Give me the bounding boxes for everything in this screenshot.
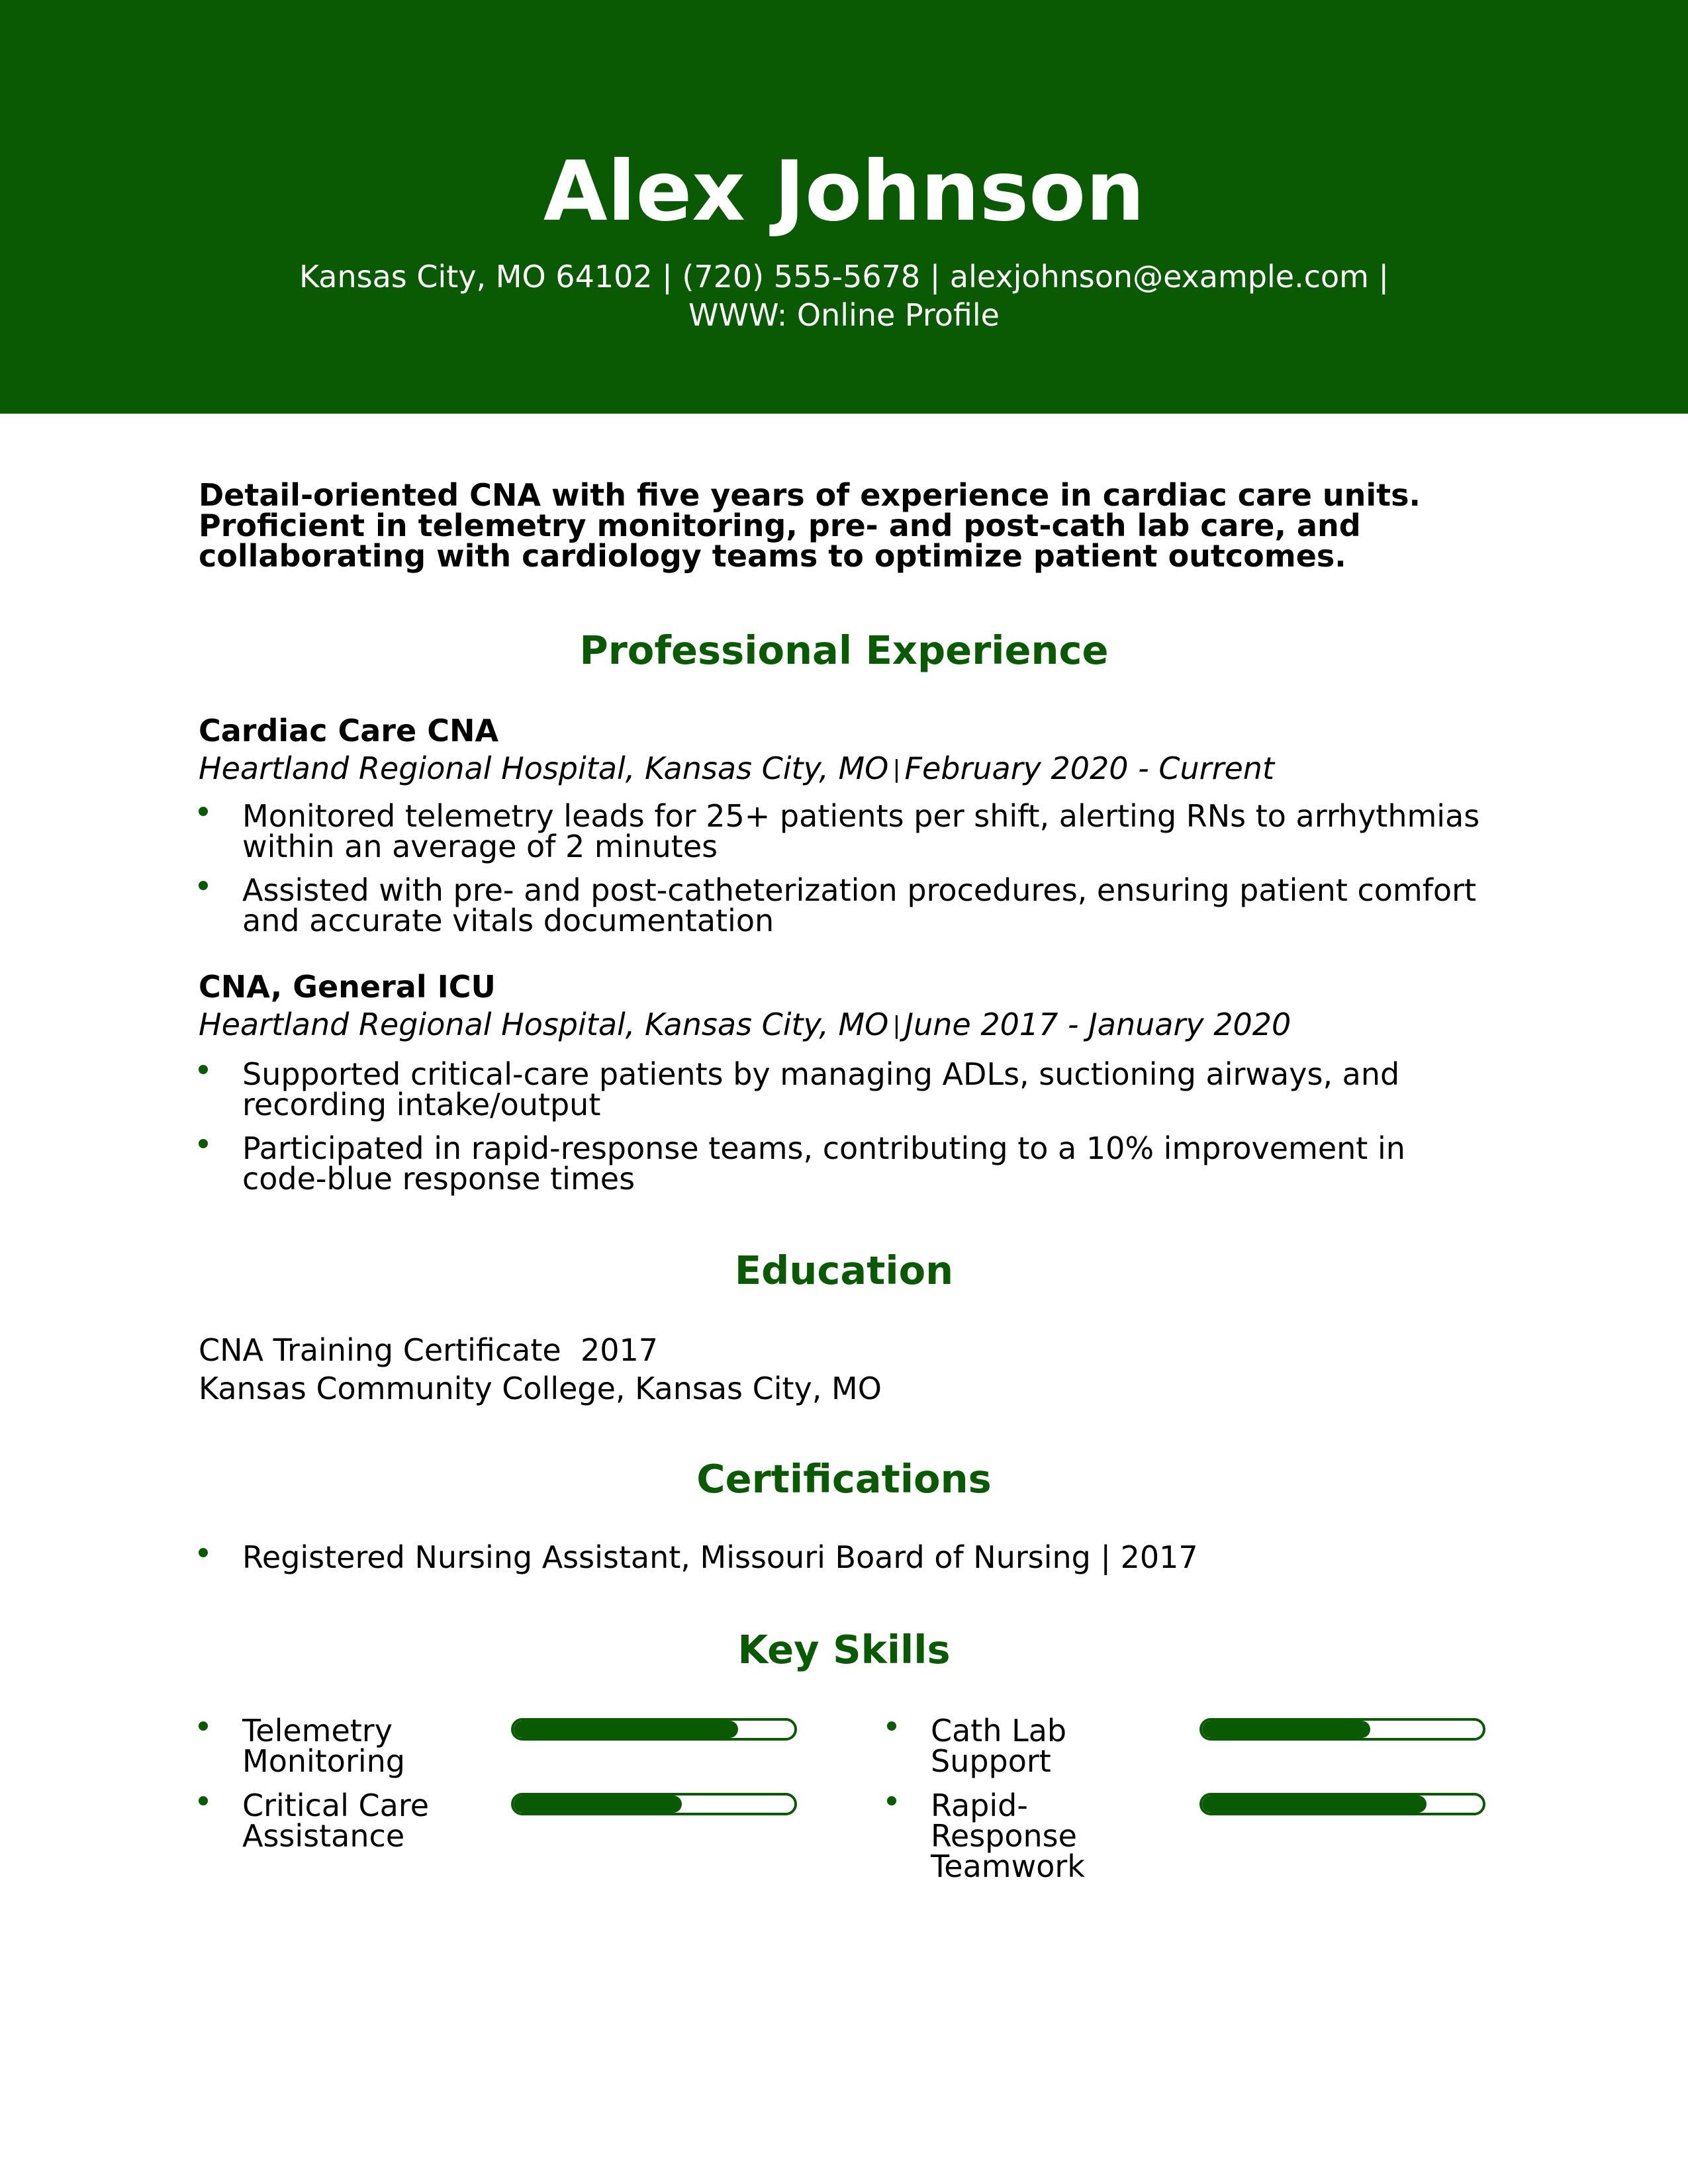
section-title-education: Education: [734, 1248, 954, 1293]
resume-header: [0, 0, 1688, 414]
bullet-icon: [199, 881, 208, 890]
job-title: Cardiac Care CNA: [199, 713, 499, 749]
skill-level-fill: [514, 1796, 682, 1813]
list-item: Supported critical-care patients by managing ADLs, suctioning airways, and recording intake/output: [199, 1059, 1489, 1120]
bullet-icon: [199, 1721, 208, 1731]
section-title-certifications: Certifications: [696, 1456, 992, 1502]
contact-info: [0, 257, 1688, 334]
skill-level-bar: [511, 1718, 797, 1741]
job-employer-dates: [199, 750, 1274, 788]
bullet-icon: [199, 1139, 208, 1148]
education-year: 2017: [580, 1332, 659, 1368]
bullet-icon: [199, 1796, 208, 1805]
skill-name: Critical Care Assistance: [242, 1788, 430, 1854]
list-item: Monitored telemetry leads for 25+ patients per shift, alerting RNs to arrhythmias within an average of 2 minutes: [199, 801, 1489, 862]
section-title-experience: Professional Experience: [579, 627, 1109, 673]
education-degree-name: CNA Training Certificate: [199, 1332, 561, 1368]
bullet-icon: [199, 1065, 208, 1074]
education-degree: [199, 1331, 658, 1369]
skill-item: [199, 1790, 834, 1889]
candidate-name: Alex Johnson: [543, 144, 1145, 240]
job-dates: June 2017 - January 2020: [904, 1007, 1291, 1042]
section-title-skills: Key Skills: [737, 1627, 951, 1672]
skill-level-bar: [1199, 1793, 1485, 1815]
job-dates: February 2020 - Current: [904, 751, 1274, 786]
job-employer: Heartland Regional Hospital, Kansas City, MO: [199, 751, 889, 786]
certification-list: [199, 1539, 1489, 1586]
bullet-icon: [199, 807, 208, 816]
skill-item: [887, 1790, 1523, 1889]
skill-level-fill: [514, 1721, 738, 1738]
job-employer: Heartland Regional Hospital, Kansas City, MO: [199, 1007, 889, 1042]
skill-level-fill: [1202, 1721, 1370, 1738]
education-school: Kansas Community College, Kansas City, MO: [199, 1371, 882, 1406]
skill-name: Cath Lab Support: [931, 1713, 1067, 1779]
bullet-icon: [887, 1721, 896, 1731]
contact-line-address-phone-email: Kansas City, MO 64102 | (720) 555-5678 | alexjohnson@example.com |: [299, 259, 1389, 295]
skill-name: Rapid-Response Teamwork: [931, 1788, 1085, 1884]
job-separator: |: [892, 1012, 901, 1039]
list-item: Registered Nursing Assistant, Missouri Board of Nursing | 2017: [199, 1542, 1489, 1572]
job-employer-dates: [199, 1006, 1291, 1044]
job-bullets: [199, 798, 1489, 949]
professional-summary: Detail-oriented CNA with five years of experience in cardiac care units. Proficient in telemetry monitoring, pre- and post-cath lab care, and collaborating with cardiology teams to optimize patient outcomes.: [199, 477, 1421, 574]
job-title: CNA, General ICU: [199, 969, 496, 1005]
skill-level-bar: [1199, 1718, 1485, 1741]
job-separator: |: [892, 756, 901, 783]
list-item: Assisted with pre- and post-catheterization procedures, ensuring patient comfort and accurate vitals documentation: [199, 875, 1489, 936]
job-bullets: [199, 1056, 1489, 1207]
bullet-icon: [887, 1796, 896, 1805]
contact-line-website[interactable]: WWW: Online Profile: [688, 297, 1000, 333]
skill-name: Telemetry Monitoring: [242, 1713, 405, 1779]
skill-level-fill: [1202, 1796, 1427, 1813]
list-item: Participated in rapid-response teams, contributing to a 10% improvement in code-blue response times: [199, 1133, 1489, 1194]
skill-level-bar: [511, 1793, 797, 1815]
bullet-icon: [199, 1548, 208, 1557]
